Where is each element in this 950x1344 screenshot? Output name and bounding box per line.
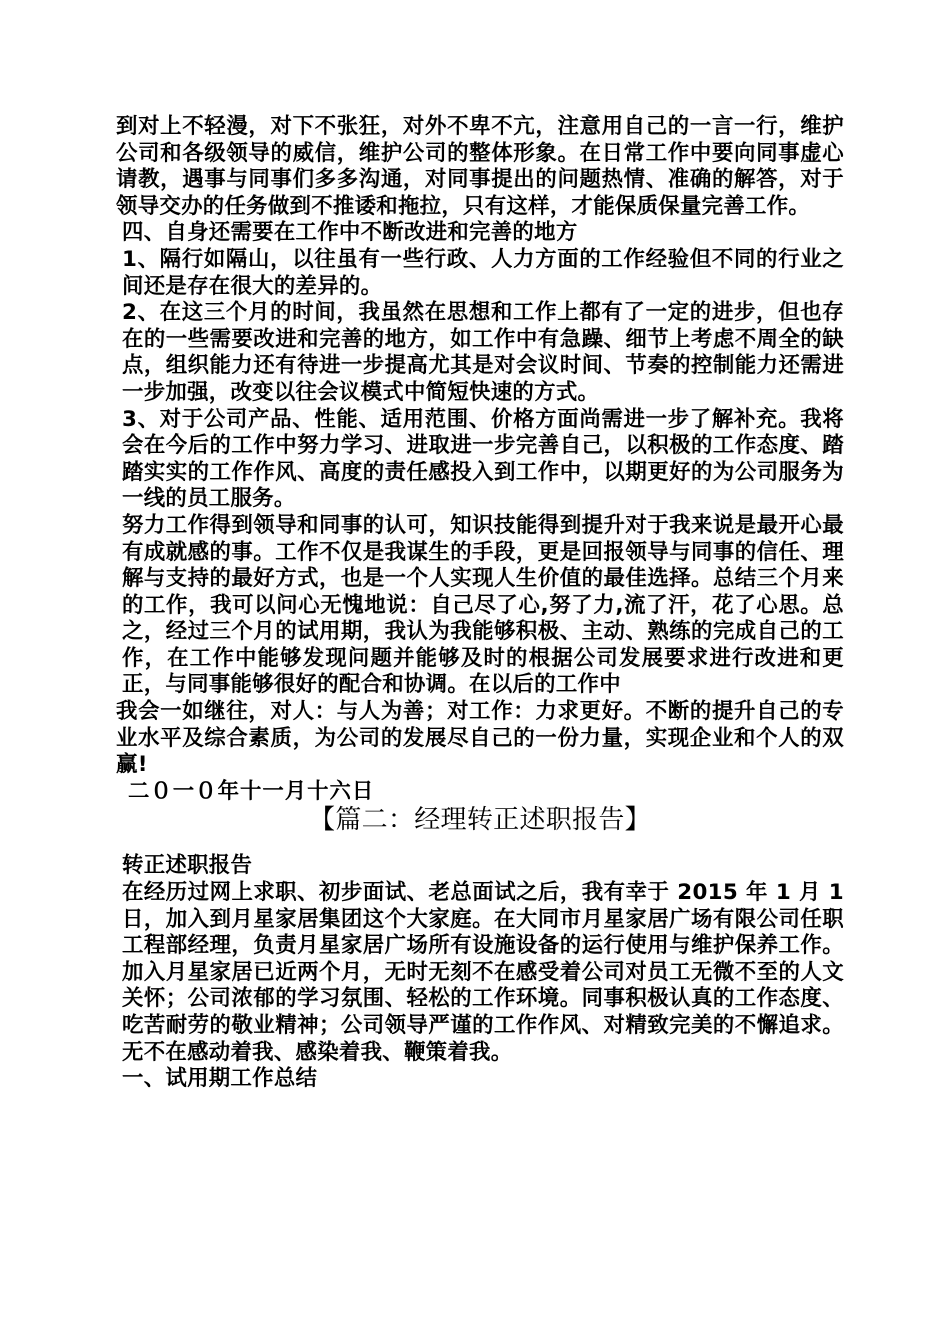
list-item-3: 3、对于公司产品、性能、适用范围、价格方面尚需进一步了解补充。我将会在今后的工作中努力学习、进取进一步完善自己，以积极的工作态度、踏踏实实的工作作风、高度的责任感投入到工作中，以期更好的为公司服务为一线的员工服务。	[122, 406, 844, 512]
document-date: 二０一０年十一月十六日	[128, 778, 375, 804]
paragraph-report-intro: 在经历过网上求职、初步面试、老总面试之后，我有幸于 2015 年 1 月 1 日，加入到月星家居集团这个大家庭。在大同市月星家居广场有限公司任职工程部经理，负责月星家居广场所有设施设备的运行使用与维护保养工作。加入月星家居已近两个月，无时无刻不在感受着公司对员工无微不至的人文关怀；公司浓郁的学习氛围、轻松的工作环境。同事积极认真的工作态度、吃苦耐劳的敬业精神；公司领导严谨的工作作风、对精致完美的不懈追求。无不在感动着我、感染着我、鞭策着我。	[122, 880, 844, 1065]
heading-trial-summary: 一、试用期工作总结	[122, 1066, 318, 1092]
heading-section-4: 四、自身还需要在工作中不断改进和完善的地方	[122, 220, 578, 246]
paragraph-continue: 我会一如继往，对人：与人为善；对工作：力求更好。不断的提升自己的专业水平及综合素质，为公司的发展尽自己的一份力量，实现企业和个人的双赢!	[116, 699, 844, 778]
list-item-2: 2、在这三个月的时间，我虽然在思想和工作上都有了一定的进步，但也存在的一些需要改进和完善的地方，如工作中有急躁、细节上考虑不周全的缺点，组织能力还有待进一步提高尤其是对会议时间、节奏的控制能力还需进一步加强，改变以往会议模式中简短快速的方式。	[122, 300, 844, 405]
list-item-1: 1、隔行如隔山，以往虽有一些行政、人力方面的工作经验但不同的行业之间还是存在很大的差异的。	[122, 246, 844, 299]
document-body	[116, 114, 844, 1093]
report-title: 转正述职报告	[122, 853, 253, 879]
paragraph-effort: 努力工作得到领导和同事的认可，知识技能得到提升对于我来说是最开心最有成就感的事。工作不仅是我谋生的手段，更是回报领导与同事的信任、理解与支持的最好方式，也是一个人实现人生价值的最佳选择。总结三个月来的工作，我可以问心无愧地说：自己尽了心,努了力,流了汗，花了心思。总之，经过三个月的试用期，我认为我能够积极、主动、熟练的完成自己的工作，在工作中能够发现问题并能够及时的根据公司发展要求进行改进和更正，与同事能够很好的配合和协调。在以后的工作中	[122, 512, 844, 698]
section-title: 【篇二：经理转正述职报告】	[309, 805, 651, 836]
paragraph-intro: 到对上不轻漫，对下不张狂，对外不卑不亢，注意用自己的一言一行，维护公司和各级领导的威信，维护公司的整体形象。在日常工作中要向同事虚心请教，遇事与同事们多多沟通，对同事提出的问题热情、准确的解答，对于领导交办的任务做到不推诿和拖拉，只有这样，才能保质保量完善工作。	[116, 114, 844, 219]
